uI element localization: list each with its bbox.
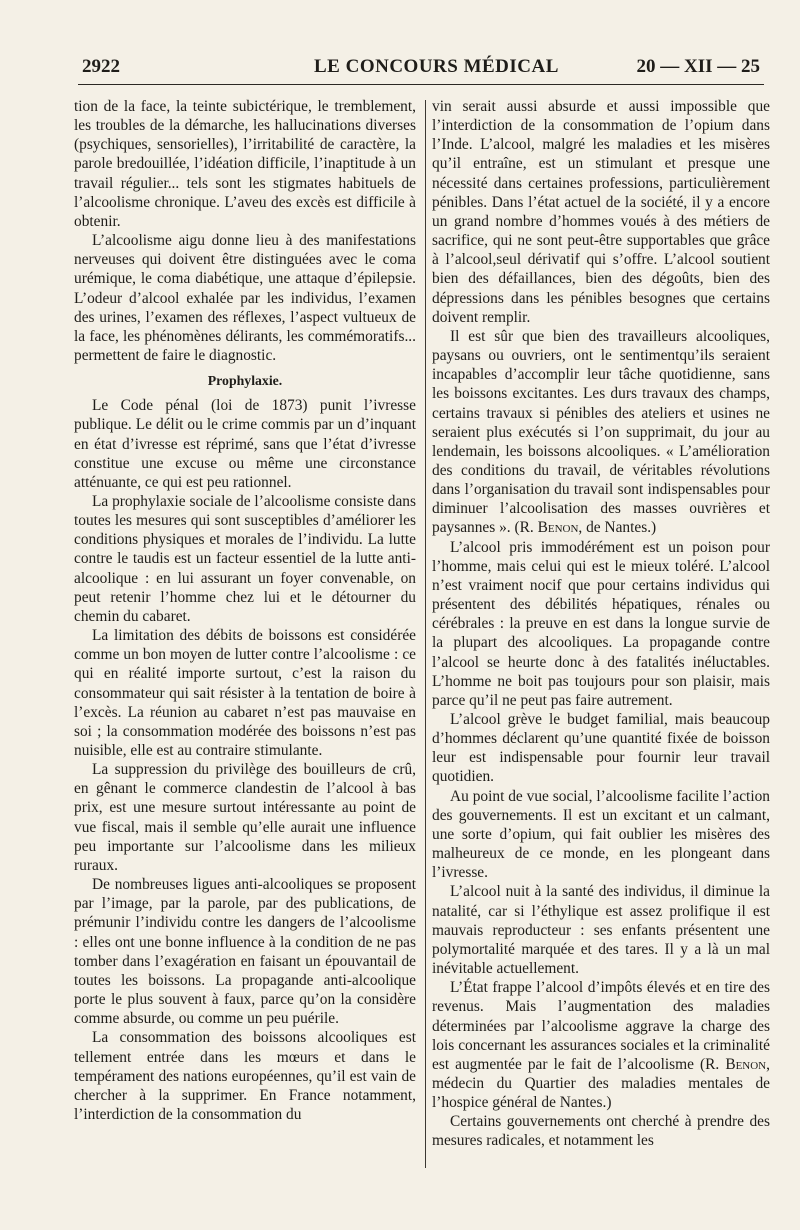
paragraph: Certains gouvernements ont cherché à prendre des mesures radicales, et notamment les bbox=[432, 1113, 770, 1150]
author-name: Benon bbox=[725, 1055, 767, 1073]
paragraph: vin serait aussi absurde et aussi impossible que l’interdiction de la consommation de l’opium dans l’Inde. L’alcool, malgré les maladies et les misères qu’il entraîne, est un stimulant et presque une nécessité dans certaines professions, particulièrement pénibles. Dans l’état actuel de la société, il y a encore un grand nombre d’hommes voués à des métiers de sacrifice, qui ne sont peut-être supportables que grâce à l’alcool,seul dérivatif qui s’offre. L’alcool soutient bien des défaillances, bien des dégoûts, bien des dépressions dans les pénibles besognes que certains doivent remplir. bbox=[432, 98, 770, 326]
paragraph: La limitation des débits de boissons est considérée comme un bon moyen de lutter contre l’alcoolisme : ce qui en réalité importe surtout, c’est la raison du consommateur qui sait résister à la tentation de boire à l’excès. La réunion au cabaret n’est pas mauvaise en soi ; la consommation modérée des boissons n’est pas nuisible, elle est au contraire stimulante. bbox=[74, 627, 416, 759]
paragraph: De nombreuses ligues anti-alcooliques se proposent par l’image, par la parole, par des publications, de prémunir l’individu contre les dangers de l’alcoolisme : elles ont une bonne influence à la condition de ne pas tomber dans l’exagération en faisant un épouvantail de toutes les boissons. La propagande anti-alcoolique porte le plus souvent à faux, parce qu’on la considère comme absurde, ou comme un peu puérile. bbox=[74, 876, 416, 1028]
paragraph-text: , de Nantes.) bbox=[578, 519, 657, 537]
paragraph: La suppression du privilège des bouilleurs de crû, en gênant le commerce clandestin de l’alcool à bas prix, est une mesure surtout intéressante au point de vue fiscal, mais il semble qu’elle aurait une influence peu importante sur l’alcoolisme dans les milieux ruraux. bbox=[74, 761, 416, 874]
paragraph: Au point de vue social, l’alcoolisme facilite l’action des gouvernements. Il est un excitant et un calmant, une sorte d’opium, qui fait oublier les misères des malheureux de ce monde, en les plongeant dans l’ivresse. bbox=[432, 787, 770, 882]
paragraph: L’alcool grève le budget familial, mais beaucoup d’hommes déclarent qu’une quantité fixée de boisson leur est indispensable pour fournir leur travail quotidien. bbox=[432, 711, 770, 786]
paragraph: Le Code pénal (loi de 1873) punit l’ivresse publique. Le délit ou le crime commis par un d’inquant en état d’ivresse est réprimé, sans que l’état d’ivresse constitue une excuse ou même une circonstance atténuante, ce qui est peu rationnel. bbox=[74, 397, 416, 491]
paragraph: L’alcoolisme aigu donne lieu à des manifestations nerveuses qui doivent être distinguées avec le coma urémique, le coma diabétique, une attaque d’épilepsie. L’odeur d’alcool exhalée par les individus, l’examen des urines, l’examen des réflexes, l’aspect vultueux de la face, les phénomènes délirants, les commémoratifs... permettent de faire le diagnostic. bbox=[74, 232, 416, 365]
journal-title: LE CONCOURS MÉDICAL bbox=[314, 56, 559, 77]
paragraph-text: , médecin du Quartier des maladies mentales de l’hospice général de Nantes.) bbox=[432, 1055, 770, 1112]
paragraph-text: Il est sûr que bien des travailleurs alcooliques, paysans ou ouvriers, ont le sentimentqu’ils seraient incapables d’accomplir leur tâche quotidienne, sans les boissons excitantes. Les durs travaux des champs, certains travaux si pénibles des ateliers et usines ne seraient plus exécutés si l’on supprimait, du jour au lendemain, les boissons alcooliques. « L’amélioration des conditions du travail, de véritables révolutions dans l’organisation du travail sont indispensables pour diminuer l’alcoolisation des masses ouvrières et paysannes ». (R. bbox=[432, 327, 770, 537]
issue-date: 20 — XII — 25 bbox=[636, 56, 760, 77]
page-number: 2922 bbox=[82, 56, 120, 77]
author-name: Benon bbox=[537, 519, 579, 537]
paragraph: La prophylaxie sociale de l’alcoolisme consiste dans toutes les mesures qui sont susceptibles d’améliorer les conditions physiques et morales de l’individu. La lutte contre le taudis est un facteur essentiel de la lutte anti-alcoolique : en lui assurant un foyer convenable, on peut retenir l’homme chez lui et le détourner du chemin du cabaret. bbox=[74, 492, 416, 625]
left-column bbox=[74, 97, 416, 1124]
paragraph: La consommation des boissons alcooliques est tellement entrée dans les mœurs et dans le tempérament des nations européennes, qu’il est vain de chercher à la supprimer. En France notamment, l’interdiction de la consommation du bbox=[74, 1029, 416, 1123]
column-divider bbox=[425, 100, 426, 1168]
page-header bbox=[78, 52, 764, 82]
paragraph: L’alcool nuit à la santé des individus, il diminue la natalité, car si l’éthylique est assez prolifique il est mauvais reproducteur : ses enfants présentent une polymortalité marquée et des tares. Il y a là un mal inévitable actuellement. bbox=[432, 883, 770, 978]
paragraph bbox=[432, 978, 770, 1112]
right-column bbox=[432, 97, 770, 1151]
paragraph: L’alcool pris immodérément est un poison pour l’homme, mais celui qui est le mieux toléré. L’alcool n’est vraiment nocif que pour certains individus qui présentent des débilités hépatiques, rénales ou cérébrales : la preuve en est dans la longue survie de la plupart des alcooliques. La propagande contre l’alcool se heurte donc à des fatalités inéluctables. L’homme ne boit pas toujours pour son plaisir, mais parce qu’il ne peut pas faire autrement. bbox=[432, 538, 770, 709]
paragraph: tion de la face, la teinte subictérique, le tremblement, les troubles de la démarche, les hallucinations diverses (psychiques, sensorielles), l’irritabilité de caractère, la parole bredouillée, l’idéation difficile, l’inaptitude à un travail régulier... tels sont les stigmates habituels de l’alcoolisme chronique. L’aveu des excès est difficile à obtenir. bbox=[74, 98, 416, 230]
paragraph bbox=[432, 327, 770, 538]
header-rule bbox=[78, 84, 764, 85]
paragraph-text: L’État frappe l’alcool d’impôts élevés et en tire des revenus. Mais l’augmentation des maladies déterminées par l’alcoolisme aggrave la charge des lois concernant les assurances sociales et la criminalité est augmentée par le fait de l’alcoolisme (R. bbox=[432, 979, 770, 1073]
section-heading: Prophylaxie. bbox=[207, 373, 283, 389]
